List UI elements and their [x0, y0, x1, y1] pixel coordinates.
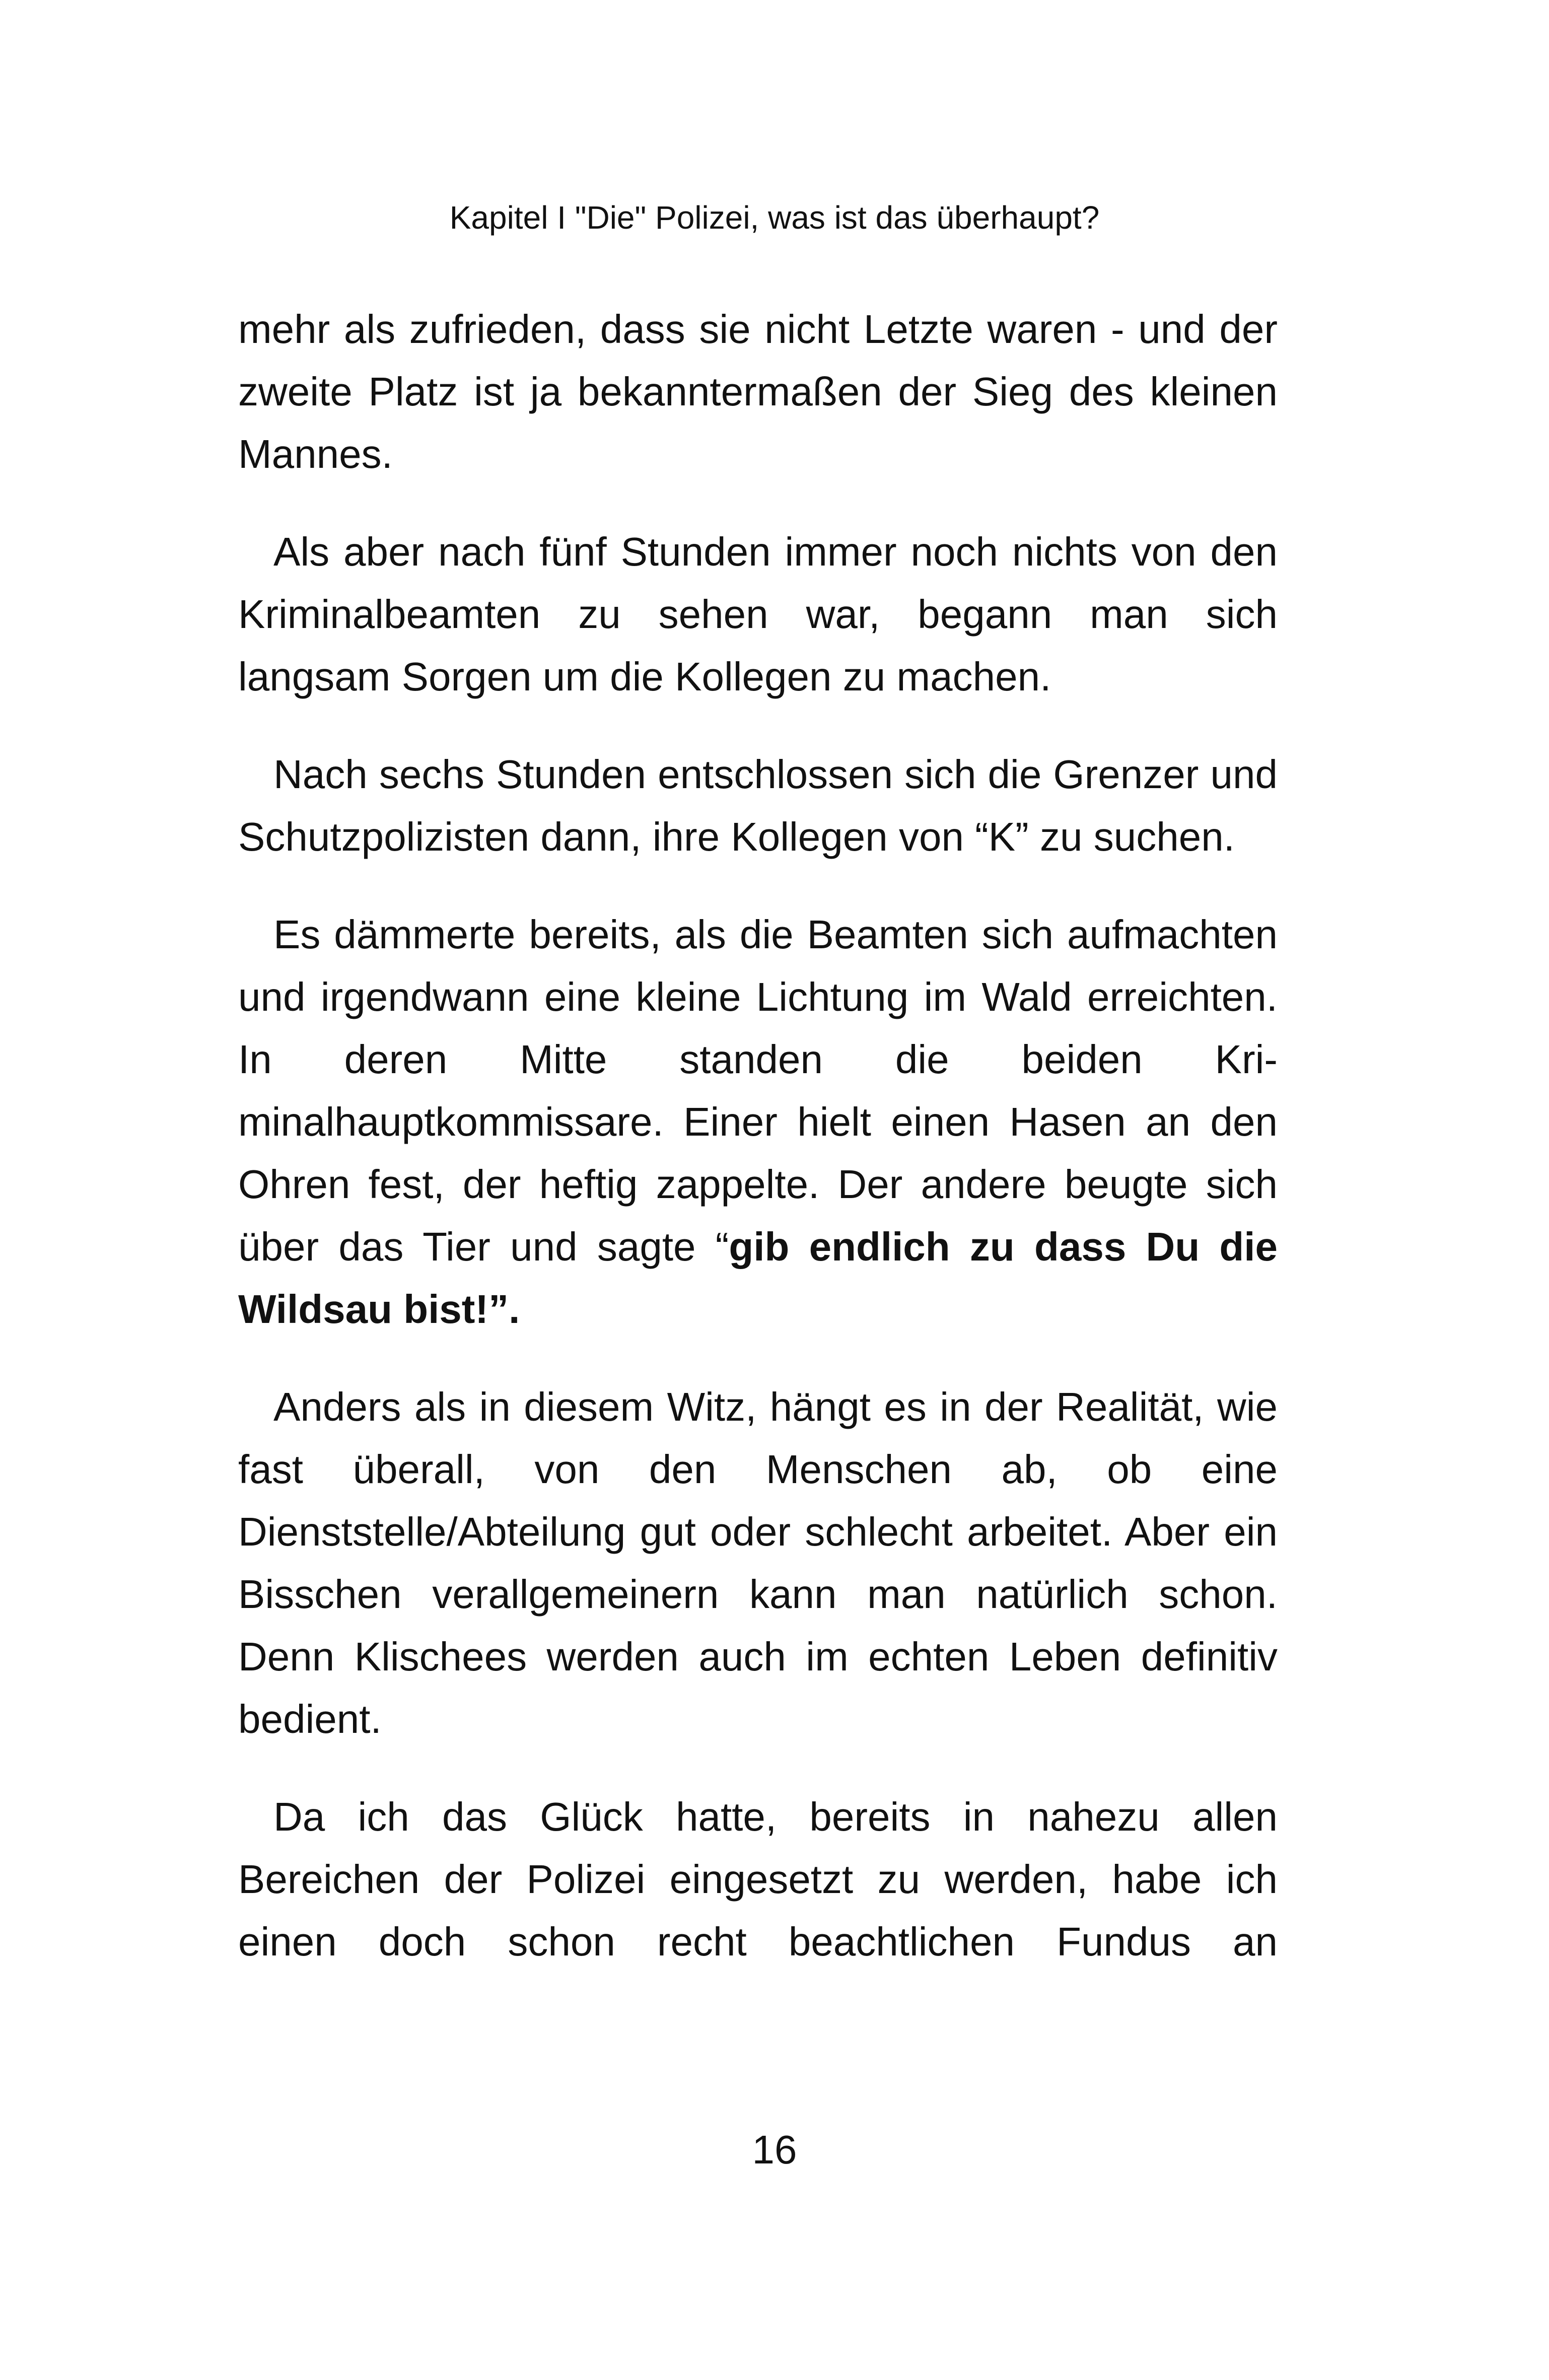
paragraph-reality: Anders als in diesem Witz, hängt es in der Realität, wie fast überall, von den Menschen ab, ob eine Dienststelle/Abteilung gut oder schlecht arbeitet. Aber ein Bisschen verallgemeinern kann man natürlich schon. Denn Klischees werden auch im echten Leben definitiv bedient. — [238, 1384, 1278, 1741]
paragraph-continuation: mehr als zufrieden, dass sie nicht Letzte waren - und der zweite Platz ist ja bekanntermaßen der Sieg des kleinen Mannes. — [238, 307, 1278, 476]
page-number: 16 — [752, 2127, 797, 2172]
paragraph-six-hours: Nach sechs Stunden entschlossen sich die Grenzer und Schutzpolizisten dann, ihre Kollegen von “K” zu suchen. — [238, 752, 1278, 859]
joke-text: Es dämmerte bereits, als die Beamten sich aufmachten und irgendwann eine kleine Lichtung im Wald erreichten. In deren Mitte standen die beiden Kri-minalhauptkommissare. Einer hielt einen Hasen an den Ohren fest, der heftig zappelte. Der andere beugte sich über das Tier und sagte “ — [238, 912, 1278, 1269]
running-header: Kapitel I "Die" Polizei, was ist das überhaupt? — [449, 199, 1100, 236]
body-text — [238, 298, 1278, 1973]
paragraph-five-hours: Als aber nach fünf Stunden immer noch nichts von den Kriminalbeamten zu sehen war, begann man sich langsam Sorgen um die Kollegen zu machen. — [238, 529, 1278, 699]
paragraph-experience: Da ich das Glück hatte, bereits in nahezu allen Bereichen der Polizei eingesetzt zu werden, habe ich einen doch schon recht beachtlichen Fundus an — [238, 1794, 1278, 1964]
paragraph-joke-punchline — [238, 903, 1278, 1341]
joke-punchline-bold: gib endlich zu dass Du die Wildsau bist!”. — [238, 1224, 1278, 1332]
